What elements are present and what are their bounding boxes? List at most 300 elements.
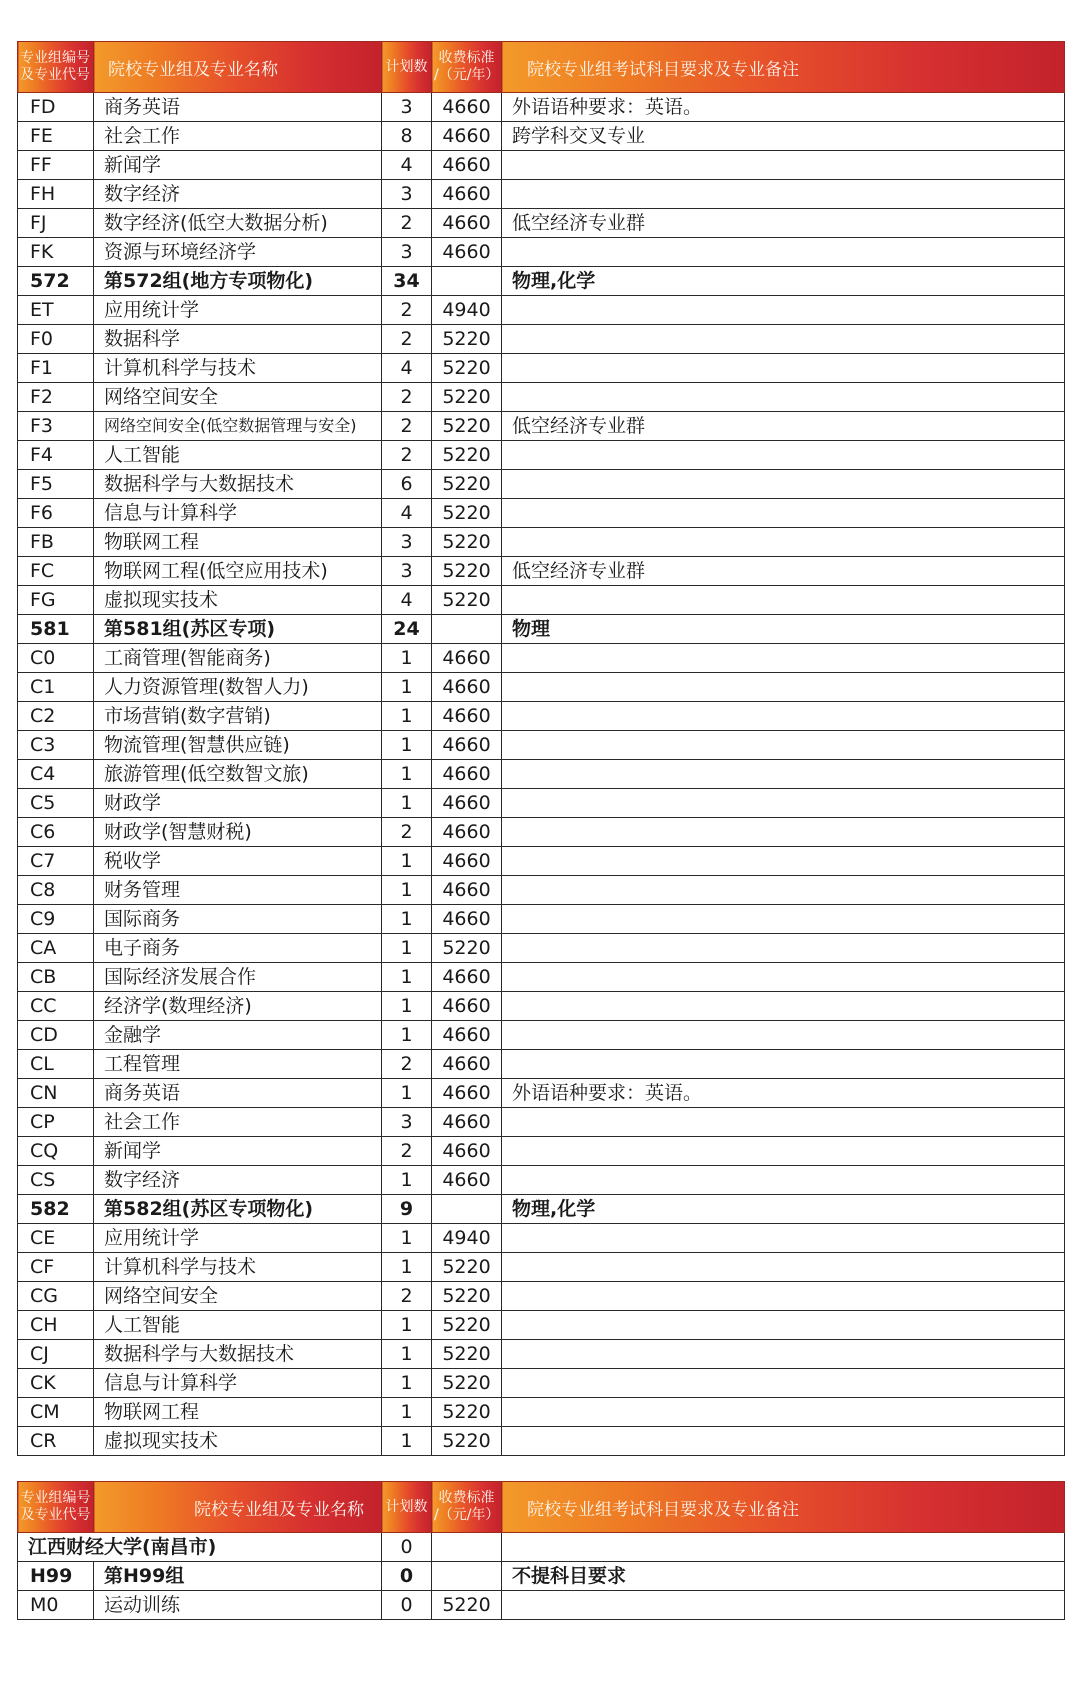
- cell-fee: 4660: [432, 702, 502, 731]
- table-row: [18, 731, 1065, 760]
- cell-code: H99: [18, 1562, 94, 1591]
- school-plan: 0: [382, 1533, 432, 1562]
- cell-name: 虚拟现实技术: [94, 586, 382, 615]
- table-row: [18, 209, 1065, 238]
- table-row: [18, 528, 1065, 557]
- cell-code: C7: [18, 847, 94, 876]
- cell-fee: [432, 1195, 502, 1224]
- table-row: [18, 1108, 1065, 1137]
- table-row: [18, 1311, 1065, 1340]
- cell-fee: 4660: [432, 905, 502, 934]
- cell-code: FJ: [18, 209, 94, 238]
- cell-name: 网络空间安全: [94, 383, 382, 412]
- cell-fee: 5220: [432, 1398, 502, 1427]
- table-row: [18, 963, 1065, 992]
- cell-plan: 1: [382, 1311, 432, 1340]
- cell-remark: [502, 354, 1065, 383]
- cell-plan: 4: [382, 354, 432, 383]
- cell-remark: [502, 1021, 1065, 1050]
- cell-fee: 4660: [432, 789, 502, 818]
- cell-name: 计算机科学与技术: [94, 354, 382, 383]
- header-name: 院校专业组及专业名称: [94, 1482, 382, 1533]
- header-fee: 收费标准 /（元/年）: [432, 1482, 502, 1533]
- cell-name: 第582组(苏区专项物化): [94, 1195, 382, 1224]
- cell-fee: 4660: [432, 731, 502, 760]
- cell-code: F0: [18, 325, 94, 354]
- cell-name: 数据科学: [94, 325, 382, 354]
- cell-plan: 3: [382, 93, 432, 122]
- cell-name: 数据科学与大数据技术: [94, 1340, 382, 1369]
- table-row: [18, 412, 1065, 441]
- cell-fee: 5220: [432, 354, 502, 383]
- cell-plan: 2: [382, 296, 432, 325]
- cell-name: 人工智能: [94, 1311, 382, 1340]
- table-row: [18, 441, 1065, 470]
- cell-remark: [502, 383, 1065, 412]
- cell-fee: 5220: [432, 1369, 502, 1398]
- cell-name: 第581组(苏区专项): [94, 615, 382, 644]
- cell-remark: [502, 470, 1065, 499]
- cell-plan: 8: [382, 122, 432, 151]
- cell-name: 信息与计算科学: [94, 499, 382, 528]
- cell-code: FB: [18, 528, 94, 557]
- cell-fee: 4660: [432, 644, 502, 673]
- table-row: [18, 499, 1065, 528]
- cell-code: FC: [18, 557, 94, 586]
- cell-fee: 4660: [432, 1108, 502, 1137]
- cell-fee: 5220: [432, 1253, 502, 1282]
- cell-fee: 4660: [432, 876, 502, 905]
- cell-code: FH: [18, 180, 94, 209]
- table-row: [18, 1427, 1065, 1456]
- table-header-row: [18, 1482, 1065, 1533]
- cell-plan: 1: [382, 1340, 432, 1369]
- cell-plan: 1: [382, 905, 432, 934]
- cell-remark: [502, 1137, 1065, 1166]
- cell-remark: [502, 702, 1065, 731]
- cell-remark: [502, 1591, 1065, 1620]
- table-row: [18, 934, 1065, 963]
- table-row: [18, 847, 1065, 876]
- cell-remark: [502, 731, 1065, 760]
- table-body: [18, 1533, 1065, 1620]
- cell-plan: 3: [382, 557, 432, 586]
- cell-fee: 5220: [432, 1311, 502, 1340]
- table-row: [18, 1591, 1065, 1620]
- cell-remark: [502, 789, 1065, 818]
- cell-plan: 2: [382, 325, 432, 354]
- cell-code: CB: [18, 963, 94, 992]
- cell-plan: 24: [382, 615, 432, 644]
- cell-code: F2: [18, 383, 94, 412]
- table-row: [18, 876, 1065, 905]
- cell-code: FK: [18, 238, 94, 267]
- cell-code: M0: [18, 1591, 94, 1620]
- table-row: [18, 238, 1065, 267]
- school-row: [18, 1533, 1065, 1562]
- admission-plan-table-2: [17, 1481, 1065, 1620]
- cell-fee: 4660: [432, 238, 502, 267]
- cell-fee: 4660: [432, 818, 502, 847]
- cell-plan: 2: [382, 441, 432, 470]
- cell-remark: 外语语种要求：英语。: [502, 1079, 1065, 1108]
- cell-name: 国际经济发展合作: [94, 963, 382, 992]
- table-row: [18, 354, 1065, 383]
- cell-fee: 4660: [432, 93, 502, 122]
- cell-plan: 3: [382, 1108, 432, 1137]
- table-row: [18, 702, 1065, 731]
- cell-remark: [502, 441, 1065, 470]
- cell-plan: 34: [382, 267, 432, 296]
- cell-fee: [432, 615, 502, 644]
- cell-remark: [502, 1166, 1065, 1195]
- table-row: [18, 992, 1065, 1021]
- cell-code: CK: [18, 1369, 94, 1398]
- cell-code: CF: [18, 1253, 94, 1282]
- table-row: [18, 1340, 1065, 1369]
- cell-name: 第H99组: [94, 1562, 382, 1591]
- cell-name: 人工智能: [94, 441, 382, 470]
- cell-remark: [502, 1369, 1065, 1398]
- cell-remark: [502, 934, 1065, 963]
- cell-fee: 5220: [432, 412, 502, 441]
- cell-remark: 物理,化学: [502, 267, 1065, 296]
- cell-fee: 4660: [432, 1050, 502, 1079]
- cell-code: CG: [18, 1282, 94, 1311]
- cell-plan: 2: [382, 1282, 432, 1311]
- cell-name: 应用统计学: [94, 296, 382, 325]
- cell-remark: [502, 963, 1065, 992]
- table-row: [18, 557, 1065, 586]
- cell-remark: [502, 586, 1065, 615]
- group-row: [18, 267, 1065, 296]
- cell-remark: [502, 180, 1065, 209]
- table-row: [18, 1021, 1065, 1050]
- cell-name: 税收学: [94, 847, 382, 876]
- cell-name: 数字经济: [94, 1166, 382, 1195]
- cell-plan: 1: [382, 992, 432, 1021]
- cell-fee: 4660: [432, 1021, 502, 1050]
- header-code: 专业组编号 及专业代号: [18, 1482, 94, 1533]
- group-row: [18, 1562, 1065, 1591]
- cell-plan: 1: [382, 1166, 432, 1195]
- cell-name: 数据科学与大数据技术: [94, 470, 382, 499]
- cell-code: F5: [18, 470, 94, 499]
- cell-name: 财务管理: [94, 876, 382, 905]
- cell-name: 商务英语: [94, 93, 382, 122]
- cell-fee: 5220: [432, 557, 502, 586]
- cell-fee: 5220: [432, 528, 502, 557]
- table-row: [18, 905, 1065, 934]
- cell-code: FE: [18, 122, 94, 151]
- cell-remark: [502, 818, 1065, 847]
- cell-name: 数字经济(低空大数据分析): [94, 209, 382, 238]
- cell-name: 第572组(地方专项物化): [94, 267, 382, 296]
- cell-name: 工程管理: [94, 1050, 382, 1079]
- header-remark: 院校专业组考试科目要求及专业备注: [502, 42, 1065, 93]
- cell-plan: 1: [382, 702, 432, 731]
- cell-name: 新闻学: [94, 151, 382, 180]
- cell-code: F4: [18, 441, 94, 470]
- school-remark: [502, 1533, 1065, 1562]
- cell-name: 商务英语: [94, 1079, 382, 1108]
- cell-name: 计算机科学与技术: [94, 1253, 382, 1282]
- cell-fee: 4660: [432, 151, 502, 180]
- cell-fee: 4660: [432, 963, 502, 992]
- cell-plan: 2: [382, 383, 432, 412]
- cell-remark: [502, 876, 1065, 905]
- group-row: [18, 615, 1065, 644]
- cell-fee: 4940: [432, 296, 502, 325]
- cell-code: CH: [18, 1311, 94, 1340]
- cell-plan: 4: [382, 586, 432, 615]
- cell-code: F1: [18, 354, 94, 383]
- cell-plan: 1: [382, 1427, 432, 1456]
- table-row: [18, 151, 1065, 180]
- cell-name: 市场营销(数字营销): [94, 702, 382, 731]
- school-name: 江西财经大学(南昌市): [18, 1533, 382, 1562]
- cell-fee: 4660: [432, 1079, 502, 1108]
- cell-code: FF: [18, 151, 94, 180]
- cell-code: CL: [18, 1050, 94, 1079]
- cell-plan: 1: [382, 1224, 432, 1253]
- table-row: [18, 673, 1065, 702]
- cell-plan: 2: [382, 1050, 432, 1079]
- cell-code: CQ: [18, 1137, 94, 1166]
- cell-remark: [502, 1050, 1065, 1079]
- cell-remark: 外语语种要求：英语。: [502, 93, 1065, 122]
- cell-name: 应用统计学: [94, 1224, 382, 1253]
- cell-name: 信息与计算科学: [94, 1369, 382, 1398]
- cell-remark: [502, 1398, 1065, 1427]
- cell-name: 物流管理(智慧供应链): [94, 731, 382, 760]
- cell-fee: 5220: [432, 441, 502, 470]
- table-header-row: [18, 42, 1065, 93]
- cell-plan: 1: [382, 1253, 432, 1282]
- cell-remark: 低空经济专业群: [502, 412, 1065, 441]
- cell-name: 新闻学: [94, 1137, 382, 1166]
- cell-code: C9: [18, 905, 94, 934]
- cell-remark: 跨学科交叉专业: [502, 122, 1065, 151]
- cell-fee: 5220: [432, 1427, 502, 1456]
- cell-fee: 5220: [432, 1340, 502, 1369]
- cell-name: 物联网工程: [94, 1398, 382, 1427]
- cell-code: 572: [18, 267, 94, 296]
- cell-code: CD: [18, 1021, 94, 1050]
- cell-fee: 4660: [432, 760, 502, 789]
- table-row: [18, 818, 1065, 847]
- cell-name: 财政学: [94, 789, 382, 818]
- cell-code: C1: [18, 673, 94, 702]
- header-plan: 计划数: [382, 1482, 432, 1533]
- cell-plan: 2: [382, 412, 432, 441]
- cell-name: 物联网工程: [94, 528, 382, 557]
- cell-plan: 4: [382, 499, 432, 528]
- cell-code: CE: [18, 1224, 94, 1253]
- cell-remark: [502, 1224, 1065, 1253]
- cell-name: 虚拟现实技术: [94, 1427, 382, 1456]
- cell-fee: 4660: [432, 1166, 502, 1195]
- cell-fee: 5220: [432, 1591, 502, 1620]
- table-row: [18, 1137, 1065, 1166]
- cell-remark: [502, 325, 1065, 354]
- cell-code: CR: [18, 1427, 94, 1456]
- table-row: [18, 180, 1065, 209]
- cell-name: 旅游管理(低空数智文旅): [94, 760, 382, 789]
- cell-plan: 6: [382, 470, 432, 499]
- table-row: [18, 1166, 1065, 1195]
- cell-plan: 9: [382, 1195, 432, 1224]
- cell-name: 资源与环境经济学: [94, 238, 382, 267]
- table-row: [18, 760, 1065, 789]
- table-row: [18, 1398, 1065, 1427]
- cell-remark: 物理,化学: [502, 1195, 1065, 1224]
- table-row: [18, 383, 1065, 412]
- cell-name: 金融学: [94, 1021, 382, 1050]
- table-row: [18, 789, 1065, 818]
- table-row: [18, 586, 1065, 615]
- cell-plan: 1: [382, 731, 432, 760]
- cell-fee: 5220: [432, 383, 502, 412]
- cell-remark: [502, 1253, 1065, 1282]
- cell-plan: 4: [382, 151, 432, 180]
- cell-code: 581: [18, 615, 94, 644]
- cell-remark: [502, 673, 1065, 702]
- cell-code: F3: [18, 412, 94, 441]
- cell-code: CA: [18, 934, 94, 963]
- table-body: [18, 93, 1065, 1456]
- cell-name: 运动训练: [94, 1591, 382, 1620]
- cell-remark: [502, 760, 1065, 789]
- cell-fee: 5220: [432, 470, 502, 499]
- cell-name: 工商管理(智能商务): [94, 644, 382, 673]
- table-row: [18, 1282, 1065, 1311]
- cell-remark: [502, 528, 1065, 557]
- header-remark: 院校专业组考试科目要求及专业备注: [502, 1482, 1065, 1533]
- cell-fee: 4660: [432, 992, 502, 1021]
- cell-remark: [502, 1311, 1065, 1340]
- table-row: [18, 470, 1065, 499]
- cell-remark: [502, 992, 1065, 1021]
- cell-name: 网络空间安全(低空数据管理与安全): [94, 412, 382, 441]
- cell-plan: 1: [382, 1021, 432, 1050]
- cell-name: 社会工作: [94, 122, 382, 151]
- cell-name: 国际商务: [94, 905, 382, 934]
- cell-fee: 4660: [432, 209, 502, 238]
- cell-code: CC: [18, 992, 94, 1021]
- cell-fee: 4660: [432, 847, 502, 876]
- cell-name: 电子商务: [94, 934, 382, 963]
- table-row: [18, 1079, 1065, 1108]
- cell-fee: 4660: [432, 180, 502, 209]
- cell-code: C8: [18, 876, 94, 905]
- cell-plan: 1: [382, 963, 432, 992]
- cell-plan: 1: [382, 1369, 432, 1398]
- cell-code: CP: [18, 1108, 94, 1137]
- cell-plan: 0: [382, 1591, 432, 1620]
- cell-remark: 低空经济专业群: [502, 209, 1065, 238]
- cell-plan: 3: [382, 238, 432, 267]
- cell-plan: 3: [382, 180, 432, 209]
- cell-fee: 4660: [432, 1137, 502, 1166]
- cell-name: 数字经济: [94, 180, 382, 209]
- cell-code: ET: [18, 296, 94, 325]
- cell-remark: [502, 238, 1065, 267]
- table-row: [18, 122, 1065, 151]
- table-row: [18, 1224, 1065, 1253]
- cell-code: C6: [18, 818, 94, 847]
- cell-fee: 4940: [432, 1224, 502, 1253]
- cell-name: 财政学(智慧财税): [94, 818, 382, 847]
- table-row: [18, 325, 1065, 354]
- cell-remark: [502, 1340, 1065, 1369]
- cell-fee: 5220: [432, 934, 502, 963]
- cell-plan: 1: [382, 789, 432, 818]
- cell-code: C5: [18, 789, 94, 818]
- cell-remark: [502, 1108, 1065, 1137]
- cell-plan: 1: [382, 760, 432, 789]
- cell-code: C0: [18, 644, 94, 673]
- cell-remark: [502, 847, 1065, 876]
- cell-name: 网络空间安全: [94, 1282, 382, 1311]
- cell-remark: 物理: [502, 615, 1065, 644]
- cell-code: C2: [18, 702, 94, 731]
- cell-code: C4: [18, 760, 94, 789]
- header-fee: 收费标准 /（元/年）: [432, 42, 502, 93]
- cell-plan: 2: [382, 209, 432, 238]
- cell-fee: [432, 267, 502, 296]
- cell-code: FG: [18, 586, 94, 615]
- cell-remark: [502, 1282, 1065, 1311]
- cell-plan: 1: [382, 934, 432, 963]
- table-row: [18, 93, 1065, 122]
- cell-code: CS: [18, 1166, 94, 1195]
- cell-remark: 低空经济专业群: [502, 557, 1065, 586]
- cell-fee: 5220: [432, 1282, 502, 1311]
- header-name: 院校专业组及专业名称: [94, 42, 382, 93]
- cell-name: 人力资源管理(数智人力): [94, 673, 382, 702]
- table-row: [18, 1253, 1065, 1282]
- cell-code: 582: [18, 1195, 94, 1224]
- cell-fee: 5220: [432, 499, 502, 528]
- cell-code: C3: [18, 731, 94, 760]
- header-code: 专业组编号 及专业代号: [18, 42, 94, 93]
- cell-plan: 1: [382, 847, 432, 876]
- cell-plan: 1: [382, 673, 432, 702]
- group-row: [18, 1195, 1065, 1224]
- cell-fee: 5220: [432, 325, 502, 354]
- cell-fee: 4660: [432, 673, 502, 702]
- cell-plan: 2: [382, 818, 432, 847]
- cell-remark: [502, 151, 1065, 180]
- table-row: [18, 644, 1065, 673]
- cell-plan: 1: [382, 1079, 432, 1108]
- admission-plan-table: [17, 41, 1065, 1456]
- cell-code: FD: [18, 93, 94, 122]
- cell-name: 经济学(数理经济): [94, 992, 382, 1021]
- cell-plan: 2: [382, 1137, 432, 1166]
- cell-fee: 5220: [432, 586, 502, 615]
- cell-remark: [502, 1427, 1065, 1456]
- table-row: [18, 296, 1065, 325]
- cell-plan: 1: [382, 1398, 432, 1427]
- table-row: [18, 1369, 1065, 1398]
- cell-remark: [502, 905, 1065, 934]
- table-row: [18, 1050, 1065, 1079]
- cell-plan: 1: [382, 876, 432, 905]
- cell-name: 物联网工程(低空应用技术): [94, 557, 382, 586]
- cell-code: CN: [18, 1079, 94, 1108]
